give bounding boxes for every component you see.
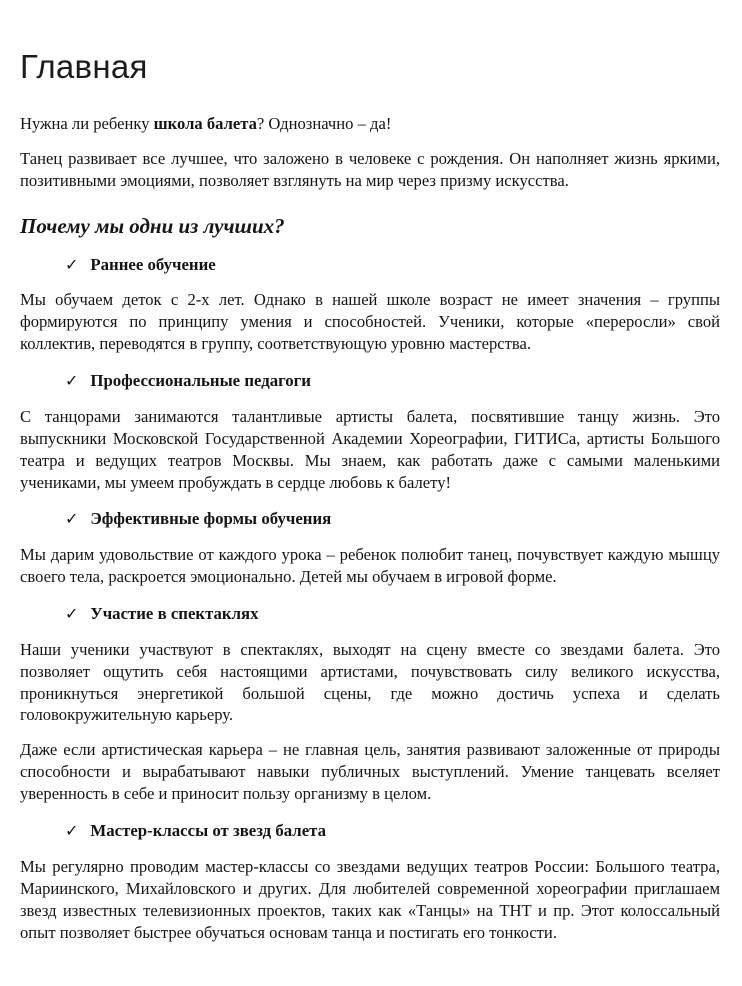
section-paragraph: С танцорами занимаются талантливые артисты балета, посвятившие танцу жизнь. Это выпускники Московской Государственной Академии Хореографии, ГИТИСа, артисты Большого театра и ведущих театров Москвы. Мы знаем, как работать даже с самыми маленькими учениками, мы умеем пробуждать в сердце любовь к балету! bbox=[20, 406, 720, 492]
bullet-label: Мастер-классы от звезд балета bbox=[90, 821, 326, 841]
bullet-item-professional-teachers bbox=[65, 370, 720, 393]
check-icon: ✓ bbox=[65, 606, 79, 624]
bullet-item-performances bbox=[65, 603, 720, 626]
section-paragraph: Мы обучаем деток с 2-х лет. Однако в нашей школе возраст не имеет значения – группы формируются по принципу умения и способностей. Ученики, которые «переросли» свой коллектив, переводятся в группу, соответствующую уровню мастерства. bbox=[20, 290, 720, 354]
intro-question-bold: школа балета bbox=[153, 113, 257, 133]
intro-question-pre: Нужна ли ребенку bbox=[20, 113, 154, 133]
bullet-item-master-classes bbox=[65, 820, 720, 843]
intro-question-post: ? Однозначно – да! bbox=[256, 113, 392, 133]
section-paragraph: Наши ученики участвуют в спектаклях, выходят на сцену вместе со звездами балета. Это позволяет ощутить себя настоящими артистами, почувствовать силу великого искусства, проникнуться энергетикой большой сцены, где можно достичь успеха и сделать головокружительную карьеру. bbox=[20, 639, 720, 725]
section-heading: Почему мы одни из лучших? bbox=[20, 213, 285, 238]
intro-question bbox=[20, 113, 720, 135]
check-icon: ✓ bbox=[65, 511, 79, 529]
bullet-label: Профессиональные педагоги bbox=[90, 371, 311, 391]
bullet-item-effective-forms bbox=[65, 508, 720, 531]
bullet-item-early-education bbox=[65, 254, 720, 277]
section-paragraph: Мы дарим удовольствие от каждого урока – ребенок полюбит танец, почувствует каждую мышцу своего тела, раскроется эмоционально. Детей мы обучаем в игровой форме. bbox=[20, 545, 720, 587]
intro-paragraph: Танец развивает все лучшее, что заложено в человеке с рождения. Он наполняет жизнь яркими, позитивными эмоциями, позволяет взглянуть на мир через призму искусства. bbox=[20, 148, 720, 190]
check-icon: ✓ bbox=[65, 373, 79, 391]
check-icon: ✓ bbox=[65, 823, 79, 841]
check-icon: ✓ bbox=[65, 256, 79, 274]
bullet-label: Эффективные формы обучения bbox=[90, 509, 332, 529]
bullet-label: Участие в спектаклях bbox=[90, 604, 259, 624]
bullet-label: Раннее обучение bbox=[90, 254, 216, 274]
section-paragraph: Даже если артистическая карьера – не главная цель, занятия развивают заложенные от природы способности и вырабатывают навыки публичных выступлений. Умение танцевать вселяет уверенность в себе и приносит пользу организму в целом. bbox=[20, 740, 720, 804]
page-title: Главная bbox=[20, 48, 148, 85]
section-paragraph: Мы регулярно проводим мастер-классы со звездами ведущих театров России: Большого театра, Мариинского, Михайловского и других. Для любителей современной хореографии приглашаем звезд известных телевизионных проектов, таких как «Танцы» на ТНТ и пр. Этот колоссальный опыт позволяет быстрее обучаться основам танца и постигать его тонкости. bbox=[20, 856, 720, 942]
